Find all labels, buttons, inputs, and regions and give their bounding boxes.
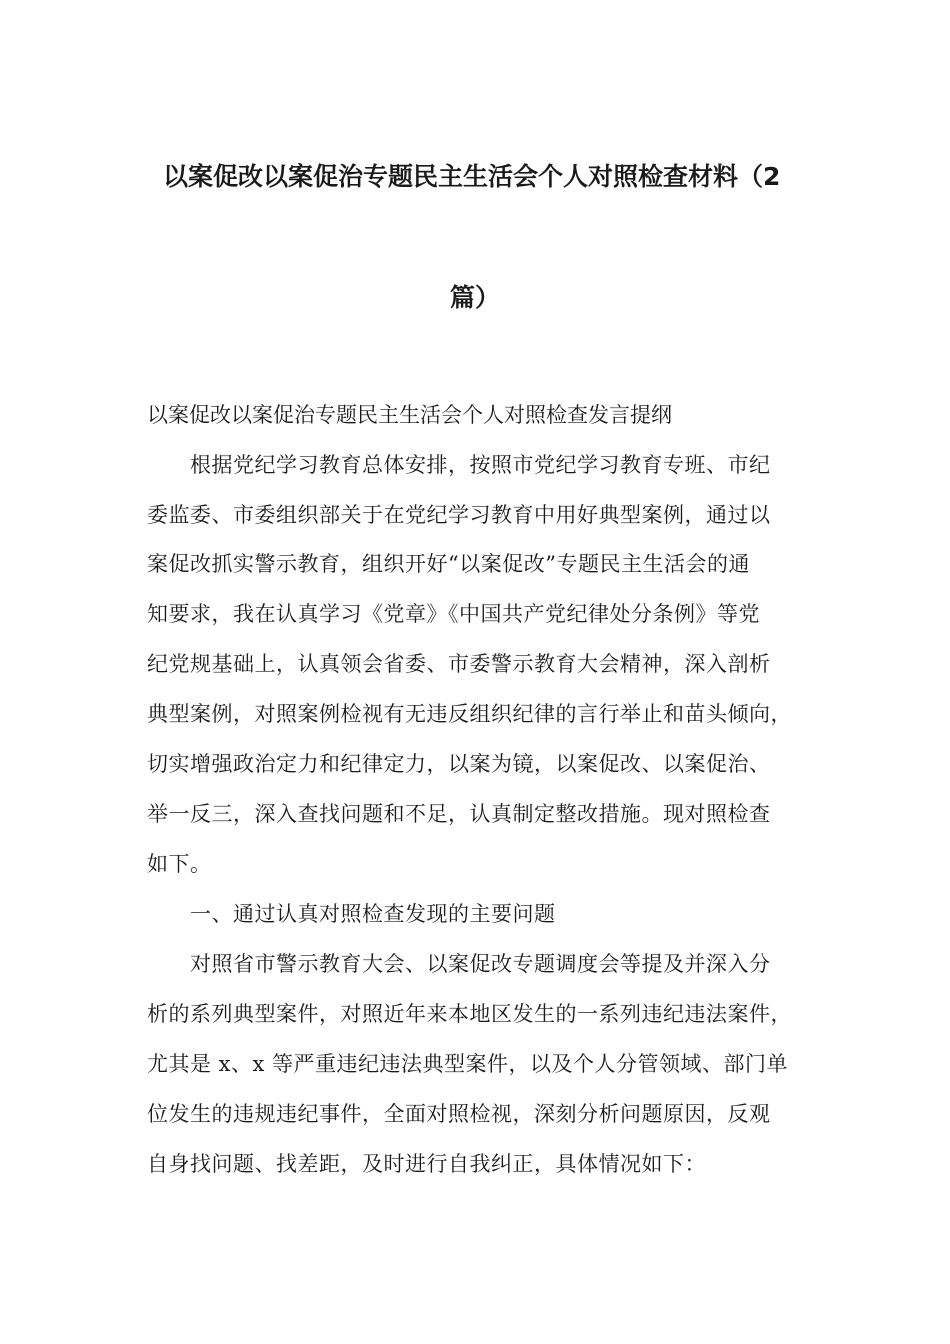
paragraph-1-line: 案促改抓实警示教育，组织开好“以案促改”专题民主生活会的通 [147, 552, 750, 576]
paragraph-2-line: 自身找问题、找差距，及时进行自我纠正，具体情况如下： [147, 1152, 706, 1176]
paragraph-1-line: 纪党规基础上，认真领会省委、市委警示教育大会精神，深入剖析 [147, 652, 771, 676]
paragraph-2-line: 对照省市警示教育大会、以案促改专题调度会等提及并深入分 [190, 952, 771, 976]
paragraph-1-line: 知要求，我在认真学习《党章》《中国共产党纪律处分条例》等党 [147, 602, 760, 626]
paragraph-1-line: 举一反三，深入查找问题和不足，认真制定整改措施。现对照检查 [147, 802, 771, 826]
paragraph-1-line: 典型案例，对照案例检视有无违反组织纪律的言行举止和苗头倾向， [147, 702, 792, 726]
paragraph-2-line: 位发生的违规违纪事件，全面对照检视，深刻分析问题原因，反观 [147, 1102, 771, 1126]
paragraph-1-line: 委监委、市委组织部关于在党纪学习教育中用好典型案例，通过以 [147, 503, 771, 527]
section-heading: 一、通过认真对照检查发现的主要问题 [190, 902, 556, 926]
paragraph-2-line: 尤其是 x、x 等严重违纪违法典型案件，以及个人分管领域、部门单 [147, 1052, 789, 1076]
paragraph-1-line: 根据党纪学习教育总体安排，按照市党纪学习教育专班、市纪 [190, 453, 771, 477]
paragraph-1-line: 切实增强政治定力和纪律定力，以案为镜，以案促改、以案促治、 [147, 752, 771, 776]
document-title-line-1: 以案促改以案促治专题民主生活会个人对照检查材料（2 [163, 162, 781, 191]
paragraph-1-line: 如下。 [147, 852, 212, 876]
document-title-line-2: 篇） [449, 283, 500, 312]
paragraph-2-line: 析的系列典型案件，对照近年来本地区发生的一系列违纪违法案件， [147, 1002, 792, 1026]
document-subtitle: 以案促改以案促治专题民主生活会个人对照检查发言提纲 [147, 403, 672, 427]
